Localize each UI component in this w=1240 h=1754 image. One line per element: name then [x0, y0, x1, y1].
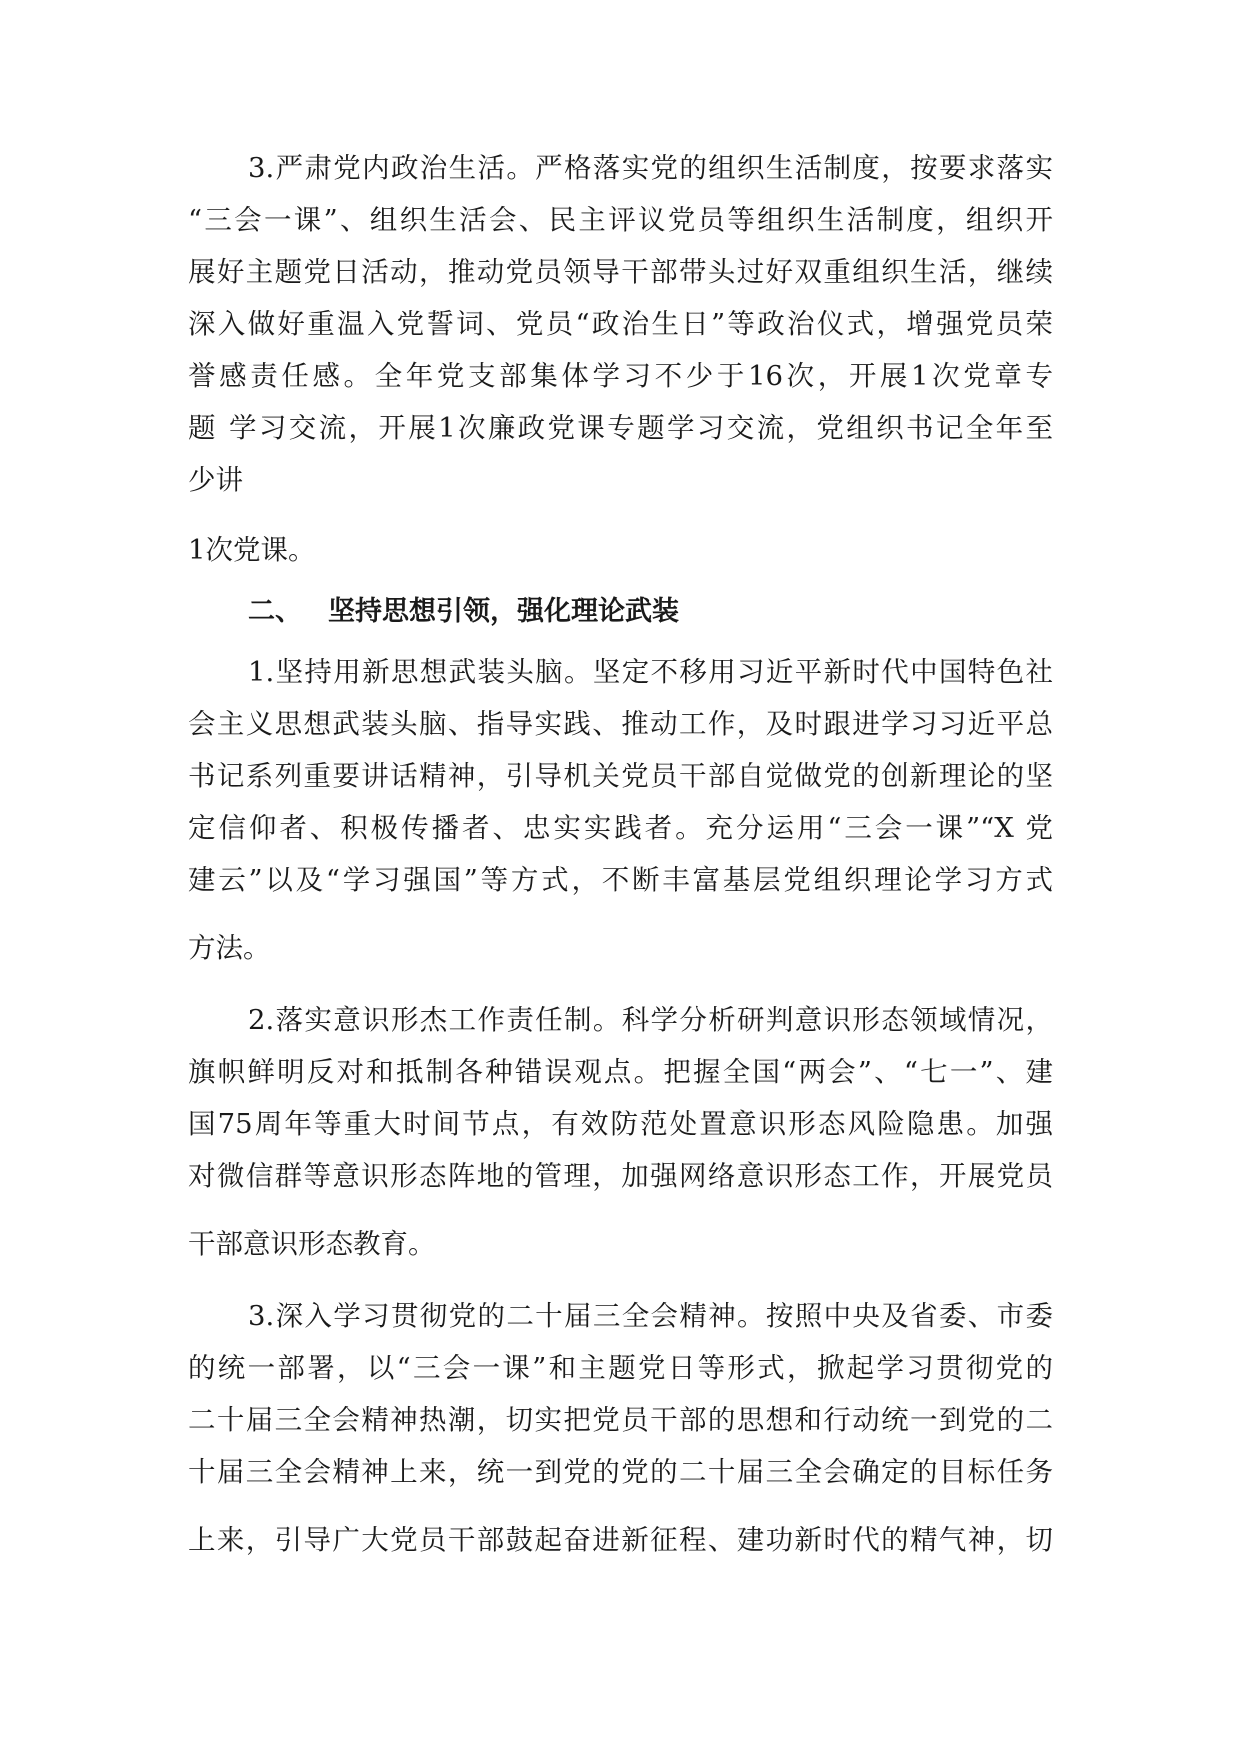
text-line: 二十届三全会精神热潮，切实把党员干部的思想和行动统一到党的二 [188, 1404, 1053, 1436]
text-line: 1.坚持用新思想武装头脑。坚定不移用习近平新时代中国特色社 [248, 656, 1053, 688]
text-line: 深入做好重温入党誓词、党员“政治生日”等政治仪式，增强党员荣 [188, 308, 1053, 340]
text-line: 国75周年等重大时间节点，有效防范处置意识形态风险隐患。加强 [188, 1108, 1053, 1140]
text-line: 3.深入学习贯彻党的二十届三全会精神。按照中央及省委、市委 [248, 1300, 1053, 1332]
text-line: 少讲 [188, 464, 243, 496]
text-line: 1次党课。 [188, 534, 316, 566]
text-line: 方法。 [188, 932, 271, 964]
text-line: 干部意识形态教育。 [188, 1228, 436, 1260]
text-line: 2.落实意识形杰工作责任制。科学分析研判意识形态领域情况， [248, 1004, 1053, 1036]
text-line: 的统一部署，以“三会一课”和主题党日等形式，掀起学习贯彻党的 [188, 1352, 1053, 1384]
text-line: 会主义思想武装头脑、指导实践、推动工作，及时跟进学习习近平总 [188, 708, 1053, 740]
text-line: 对微信群等意识形态阵地的管理，加强网络意识形态工作，开展党员 [188, 1160, 1053, 1192]
text-line: 建云”以及“学习强国”等方式，不断丰富基层党组织理论学习方式 [188, 864, 1053, 896]
section-heading [248, 592, 679, 632]
section-number: 二、 [248, 596, 302, 627]
text-line: 定信仰者、积极传播者、忠实实践者。充分运用“三会一课”“X 党 [188, 812, 1053, 844]
text-line: 展好主题党日活动，推动党员领导干部带头过好双重组织生活，继续 [188, 256, 1053, 288]
text-line: “三会一课”、组织生活会、民主评议党员等组织生活制度，组织开 [188, 204, 1053, 236]
text-line: 誉感责任感。全年党支部集体学习不少于16次，开展1次党章专 [188, 360, 1053, 392]
text-line: 书记系列重要讲话精神，引导机关党员干部自觉做党的创新理论的坚 [188, 760, 1053, 792]
text-line: 3.严肃党内政治生活。严格落实党的组织生活制度，按要求落实 [248, 152, 1053, 184]
text-line: 题 学习交流，开展1次廉政党课专题学习交流，党组织书记全年至 [188, 412, 1053, 444]
text-line: 十届三全会精神上来，统一到党的党的二十届三全会确定的目标任务 [188, 1456, 1053, 1488]
text-line: 上来，引导广大党员干部鼓起奋进新征程、建功新时代的精气神，切 [188, 1524, 1053, 1556]
text-line: 旗帜鲜明反对和抵制各种错误观点。把握全国“两会”、“七一”、建 [188, 1056, 1053, 1088]
section-title: 坚持思想引领，强化理论武装 [328, 596, 679, 627]
